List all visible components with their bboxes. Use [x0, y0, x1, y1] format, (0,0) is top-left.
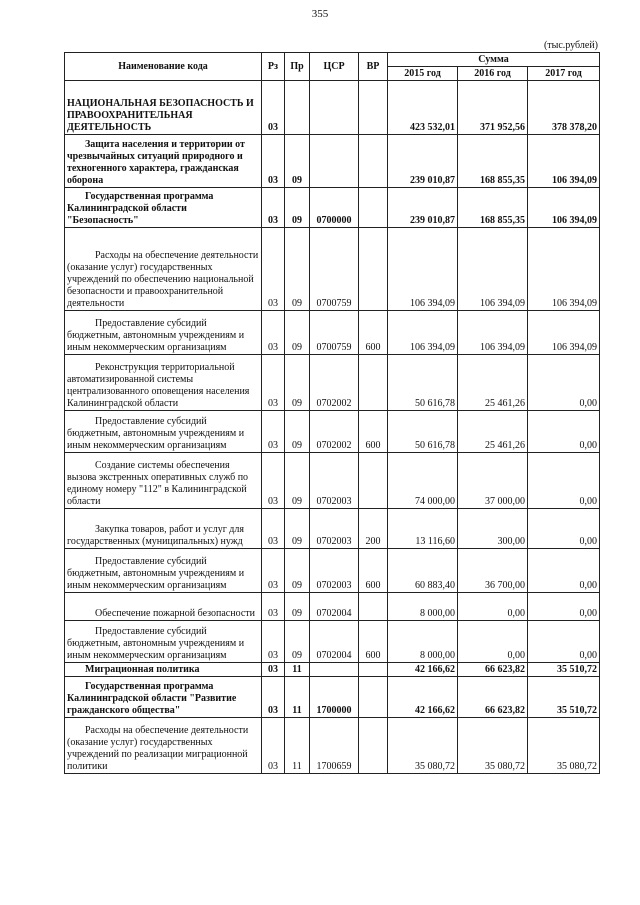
row-2015: 74 000,00 [388, 453, 458, 509]
row-vr [359, 453, 388, 509]
table-row [65, 718, 600, 774]
row-csr [310, 81, 359, 135]
row-2015: 35 080,72 [388, 718, 458, 774]
row-rz: 03 [262, 453, 285, 509]
row-2016: 25 461,26 [458, 355, 528, 411]
row-2017: 378 378,20 [528, 81, 600, 135]
row-vr [359, 718, 388, 774]
row-pr: 09 [285, 411, 310, 453]
header-vr: ВР [359, 53, 388, 81]
row-vr: 600 [359, 411, 388, 453]
row-name: Создание системы обеспечения вызова экстренных оперативных служб по единому номеру "112" в Калининградской области [65, 453, 262, 509]
row-vr [359, 188, 388, 228]
row-csr: 0700000 [310, 188, 359, 228]
row-csr: 0700759 [310, 311, 359, 355]
row-2015: 50 616,78 [388, 411, 458, 453]
row-2017: 106 394,09 [528, 311, 600, 355]
row-name: Предоставление субсидий бюджетным, автономным учреждениям и иным некоммерческим организациям [65, 621, 262, 663]
row-rz: 03 [262, 593, 285, 621]
row-2015: 239 010,87 [388, 188, 458, 228]
row-2017: 35 510,72 [528, 663, 600, 677]
row-name: Государственная программа Калининградской области "Развитие гражданского общества" [65, 677, 262, 718]
row-csr: 1700000 [310, 677, 359, 718]
row-vr [359, 135, 388, 188]
table-row [65, 311, 600, 355]
row-vr [359, 593, 388, 621]
table-row [65, 593, 600, 621]
row-pr: 09 [285, 228, 310, 311]
table-row [65, 228, 600, 311]
row-pr: 09 [285, 453, 310, 509]
row-pr: 09 [285, 135, 310, 188]
header-rz: Рз [262, 53, 285, 81]
row-rz: 03 [262, 663, 285, 677]
row-2015: 42 166,62 [388, 663, 458, 677]
row-2016: 66 623,82 [458, 677, 528, 718]
row-rz: 03 [262, 411, 285, 453]
row-csr: 0702002 [310, 355, 359, 411]
row-2016: 35 080,72 [458, 718, 528, 774]
row-name: Расходы на обеспечение деятельности (оказание услуг) государственных учреждений по обеспечению национальной безопасности и правоохранительной деятельности [65, 228, 262, 311]
header-2015: 2015 год [388, 67, 458, 81]
row-2017: 106 394,09 [528, 135, 600, 188]
row-rz: 03 [262, 311, 285, 355]
table-row [65, 453, 600, 509]
row-2017: 106 394,09 [528, 188, 600, 228]
row-2015: 239 010,87 [388, 135, 458, 188]
row-2015: 13 116,60 [388, 509, 458, 549]
row-vr [359, 355, 388, 411]
row-rz: 03 [262, 81, 285, 135]
row-2016: 0,00 [458, 593, 528, 621]
row-2015: 60 883,40 [388, 549, 458, 593]
row-name: Расходы на обеспечение деятельности (оказание услуг) государственных учреждений по реализации миграционной политики [65, 718, 262, 774]
row-rz: 03 [262, 549, 285, 593]
table-row [65, 677, 600, 718]
row-2017: 106 394,09 [528, 228, 600, 311]
row-2016: 0,00 [458, 621, 528, 663]
row-pr: 09 [285, 593, 310, 621]
row-rz: 03 [262, 188, 285, 228]
row-2016: 106 394,09 [458, 228, 528, 311]
row-2017: 0,00 [528, 355, 600, 411]
row-csr: 0702002 [310, 411, 359, 453]
row-pr: 11 [285, 677, 310, 718]
row-name: Предоставление субсидий бюджетным, автономным учреждениям и иным некоммерческим организациям [65, 411, 262, 453]
row-csr: 0702004 [310, 593, 359, 621]
header-pr: Пр [285, 53, 310, 81]
header-csr: ЦСР [310, 53, 359, 81]
row-2016: 37 000,00 [458, 453, 528, 509]
row-name: НАЦИОНАЛЬНАЯ БЕЗОПАСНОСТЬ И ПРАВООХРАНИТЕЛЬНАЯ ДЕЯТЕЛЬНОСТЬ [65, 81, 262, 135]
row-2017: 0,00 [528, 411, 600, 453]
table-row [65, 663, 600, 677]
table-row [65, 621, 600, 663]
row-2017: 35 510,72 [528, 677, 600, 718]
table-row [65, 509, 600, 549]
row-vr [359, 677, 388, 718]
row-name: Защита населения и территории от чрезвычайных ситуаций природного и техногенного характера, гражданская оборона [65, 135, 262, 188]
row-2016: 371 952,56 [458, 81, 528, 135]
row-name: Реконструкция территориальной автоматизированной системы централизованного оповещения населения Калининградской области [65, 355, 262, 411]
row-name: Предоставление субсидий бюджетным, автономным учреждениям и иным некоммерческим организациям [65, 311, 262, 355]
table-row [65, 135, 600, 188]
row-rz: 03 [262, 677, 285, 718]
row-pr: 09 [285, 621, 310, 663]
row-rz: 03 [262, 355, 285, 411]
page-number: 355 [311, 8, 329, 20]
row-pr: 09 [285, 509, 310, 549]
row-2015: 106 394,09 [388, 311, 458, 355]
units-label: (тыс.рублей) [543, 40, 598, 51]
row-2016: 36 700,00 [458, 549, 528, 593]
row-pr: 09 [285, 311, 310, 355]
row-pr: 09 [285, 549, 310, 593]
row-vr [359, 663, 388, 677]
table-row [65, 411, 600, 453]
row-2015: 423 532,01 [388, 81, 458, 135]
row-csr: 0702003 [310, 549, 359, 593]
row-2016: 25 461,26 [458, 411, 528, 453]
row-name: Закупка товаров, работ и услуг для государственных (муниципальных) нужд [65, 509, 262, 549]
row-2016: 300,00 [458, 509, 528, 549]
row-vr [359, 81, 388, 135]
row-2017: 35 080,72 [528, 718, 600, 774]
row-vr [359, 228, 388, 311]
row-name: Государственная программа Калининградской области "Безопасность" [65, 188, 262, 228]
row-rz: 03 [262, 718, 285, 774]
header-2016: 2016 год [458, 67, 528, 81]
row-csr: 0702004 [310, 621, 359, 663]
row-name: Предоставление субсидий бюджетным, автономным учреждениям и иным некоммерческим организациям [65, 549, 262, 593]
row-csr: 1700659 [310, 718, 359, 774]
row-2016: 106 394,09 [458, 311, 528, 355]
row-pr: 09 [285, 355, 310, 411]
header-sum: Сумма [388, 53, 600, 67]
row-vr: 600 [359, 311, 388, 355]
row-vr: 600 [359, 621, 388, 663]
row-2015: 50 616,78 [388, 355, 458, 411]
row-2016: 66 623,82 [458, 663, 528, 677]
row-rz: 03 [262, 621, 285, 663]
row-name: Миграционная политика [65, 663, 262, 677]
table-row [65, 355, 600, 411]
row-2017: 0,00 [528, 593, 600, 621]
row-name: Обеспечение пожарной безопасности [65, 593, 262, 621]
row-rz: 03 [262, 135, 285, 188]
row-rz: 03 [262, 509, 285, 549]
row-2016: 168 855,35 [458, 188, 528, 228]
row-csr: 0702003 [310, 509, 359, 549]
row-csr: 0700759 [310, 228, 359, 311]
header-name: Наименование кода [65, 53, 262, 81]
row-2017: 0,00 [528, 621, 600, 663]
header-2017: 2017 год [528, 67, 600, 81]
row-2016: 168 855,35 [458, 135, 528, 188]
row-csr: 0702003 [310, 453, 359, 509]
row-2015: 42 166,62 [388, 677, 458, 718]
table-row [65, 81, 600, 135]
row-pr: 09 [285, 188, 310, 228]
row-pr [285, 81, 310, 135]
row-2017: 0,00 [528, 453, 600, 509]
row-2015: 8 000,00 [388, 621, 458, 663]
row-2015: 106 394,09 [388, 228, 458, 311]
table-row [65, 188, 600, 228]
table-row [65, 549, 600, 593]
row-2017: 0,00 [528, 549, 600, 593]
row-vr: 600 [359, 549, 388, 593]
row-2017: 0,00 [528, 509, 600, 549]
row-rz: 03 [262, 228, 285, 311]
row-vr: 200 [359, 509, 388, 549]
row-pr: 11 [285, 663, 310, 677]
row-csr [310, 663, 359, 677]
budget-table [64, 52, 600, 774]
row-2015: 8 000,00 [388, 593, 458, 621]
row-csr [310, 135, 359, 188]
row-pr: 11 [285, 718, 310, 774]
